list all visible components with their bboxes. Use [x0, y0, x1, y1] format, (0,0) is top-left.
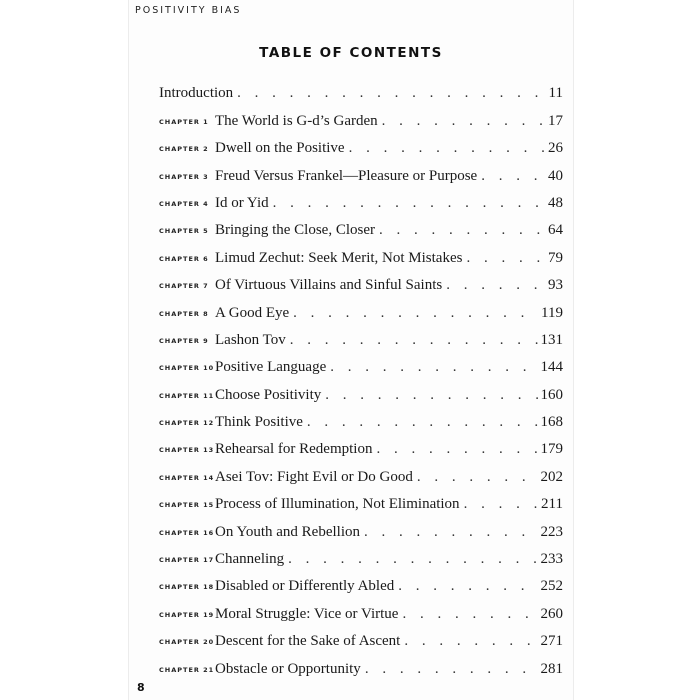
entry-page-number: 11 [548, 85, 563, 102]
chapter-label: CHAPTER 18 [159, 583, 215, 592]
entry-page-number: 17 [548, 112, 563, 129]
entry-page-number: 48 [548, 194, 563, 211]
chapter-label: CHAPTER 8 [159, 309, 209, 318]
entry-page-number: 223 [540, 523, 563, 540]
entry-title: Id or Yid [215, 194, 269, 211]
entry-title: Descent for the Sake of Ascent [215, 633, 401, 650]
entry-page-number: 179 [540, 441, 563, 458]
toc-entry-chapter-5 [159, 212, 563, 239]
entry-page-number: 252 [540, 578, 563, 595]
chapter-label: CHAPTER 21 [159, 665, 215, 674]
entry-page-number: 64 [548, 222, 563, 239]
entry-page-number: 260 [540, 605, 563, 622]
chapter-label: CHAPTER 5 [159, 227, 209, 236]
entry-title: A Good Eye [215, 304, 290, 321]
book-page [128, 0, 574, 700]
entry-page-number: 160 [540, 386, 563, 403]
chapter-label: CHAPTER 17 [159, 556, 215, 565]
entry-title: Freud Versus Frankel—Pleasure or Purpose [215, 167, 478, 184]
dot-leader [330, 359, 538, 376]
toc-entry-chapter-12 [159, 404, 563, 431]
chapter-label: CHAPTER 12 [159, 419, 215, 428]
entry-title: Process of Illumination, Not Elimination [215, 496, 460, 513]
entry-title: Rehearsal for Redemption [215, 441, 373, 458]
dot-leader [273, 195, 546, 212]
dot-leader [307, 414, 539, 431]
dot-leader [464, 496, 539, 513]
dot-leader [402, 606, 538, 623]
entry-page-number: 79 [548, 249, 563, 266]
entry-page-number: 131 [540, 331, 563, 348]
toc-entry-introduction [159, 75, 563, 102]
dot-leader [288, 551, 538, 568]
entry-title: Obstacle or Opportunity [215, 660, 361, 677]
chapter-label: CHAPTER 15 [159, 501, 215, 510]
dot-leader [364, 524, 538, 541]
entry-title: The World is G-d’s Garden [215, 112, 378, 129]
running-head: POSITIVITY BIAS [135, 5, 242, 16]
toc-entry-chapter-18 [159, 568, 563, 595]
dot-leader [446, 277, 546, 294]
entry-title: Channeling [215, 551, 285, 568]
toc-entry-chapter-1 [159, 102, 563, 129]
toc-entry-chapter-11 [159, 376, 563, 403]
entry-page-number: 93 [548, 277, 563, 294]
dot-leader [293, 305, 539, 322]
entry-page-number: 144 [540, 359, 563, 376]
dot-leader [417, 469, 539, 486]
dot-leader [398, 578, 538, 595]
toc-entry-chapter-21 [159, 650, 563, 677]
chapter-label: CHAPTER 20 [159, 638, 215, 647]
entry-page-number: 211 [541, 496, 563, 513]
dot-leader [466, 250, 546, 267]
chapter-label: CHAPTER 10 [159, 364, 215, 373]
chapter-label: CHAPTER 7 [159, 282, 209, 291]
chapter-label: CHAPTER 14 [159, 473, 215, 482]
entry-title: On Youth and Rebellion [215, 523, 361, 540]
entry-page-number: 281 [540, 660, 563, 677]
dot-leader [325, 387, 538, 404]
toc-title: TABLE OF CONTENTS [259, 45, 443, 61]
dot-leader [290, 332, 539, 349]
entry-title: Limud Zechut: Seek Merit, Not Mistakes [215, 249, 463, 266]
entry-title: Lashon Tov [215, 331, 286, 348]
entry-title: Bringing the Close, Closer [215, 222, 375, 239]
toc-entry-chapter-15 [159, 486, 563, 513]
toc-entry-chapter-7 [159, 267, 563, 294]
entry-title: Dwell on the Positive [215, 140, 345, 157]
entry-title: Choose Positivity [215, 386, 322, 403]
chapter-label: CHAPTER 13 [159, 446, 215, 455]
entry-title: Think Positive [215, 414, 303, 431]
dot-leader [404, 633, 538, 650]
dot-leader [379, 222, 546, 239]
entry-title: Asei Tov: Fight Evil or Do Good [215, 468, 413, 485]
chapter-label: CHAPTER 4 [159, 199, 209, 208]
chapter-label: CHAPTER 3 [159, 172, 209, 181]
toc-entry-chapter-4 [159, 185, 563, 212]
dot-leader [376, 441, 538, 458]
toc-entry-chapter-10 [159, 349, 563, 376]
dot-leader [365, 661, 539, 678]
entry-title: Disabled or Differently Abled [215, 578, 395, 595]
entry-title: Moral Struggle: Vice or Virtue [215, 605, 399, 622]
entry-page-number: 271 [540, 633, 563, 650]
dot-leader [237, 85, 546, 102]
dot-leader [382, 113, 546, 130]
toc-entry-chapter-8 [159, 294, 563, 321]
chapter-label: CHAPTER 16 [159, 528, 215, 537]
entry-page-number: 40 [548, 167, 563, 184]
toc-entry-chapter-16 [159, 513, 563, 540]
toc-entry-chapter-13 [159, 431, 563, 458]
toc-entry-chapter-9 [159, 322, 563, 349]
entry-page-number: 26 [548, 140, 563, 157]
toc-entry-chapter-19 [159, 595, 563, 622]
entry-page-number: 119 [541, 304, 563, 321]
entry-title: Of Virtuous Villains and Sinful Saints [215, 277, 443, 294]
dot-leader [349, 140, 546, 157]
chapter-label: CHAPTER 2 [159, 145, 209, 154]
chapter-label: CHAPTER 6 [159, 254, 209, 263]
chapter-label: CHAPTER 19 [159, 610, 215, 619]
toc-entry-chapter-20 [159, 623, 563, 650]
page-number: 8 [137, 681, 145, 694]
toc-entry-chapter-14 [159, 458, 563, 485]
entry-page-number: 168 [540, 414, 563, 431]
chapter-label: CHAPTER 9 [159, 336, 209, 345]
entry-title: Introduction [159, 85, 234, 102]
toc-entry-chapter-6 [159, 239, 563, 266]
entry-page-number: 233 [540, 551, 563, 568]
toc-list [159, 75, 563, 678]
chapter-label: CHAPTER 1 [159, 117, 209, 126]
entry-title: Positive Language [215, 359, 327, 376]
chapter-label: CHAPTER 11 [159, 391, 215, 400]
dot-leader [481, 168, 546, 185]
toc-entry-chapter-17 [159, 541, 563, 568]
toc-entry-chapter-2 [159, 130, 563, 157]
entry-page-number: 202 [540, 468, 563, 485]
toc-entry-chapter-3 [159, 157, 563, 184]
